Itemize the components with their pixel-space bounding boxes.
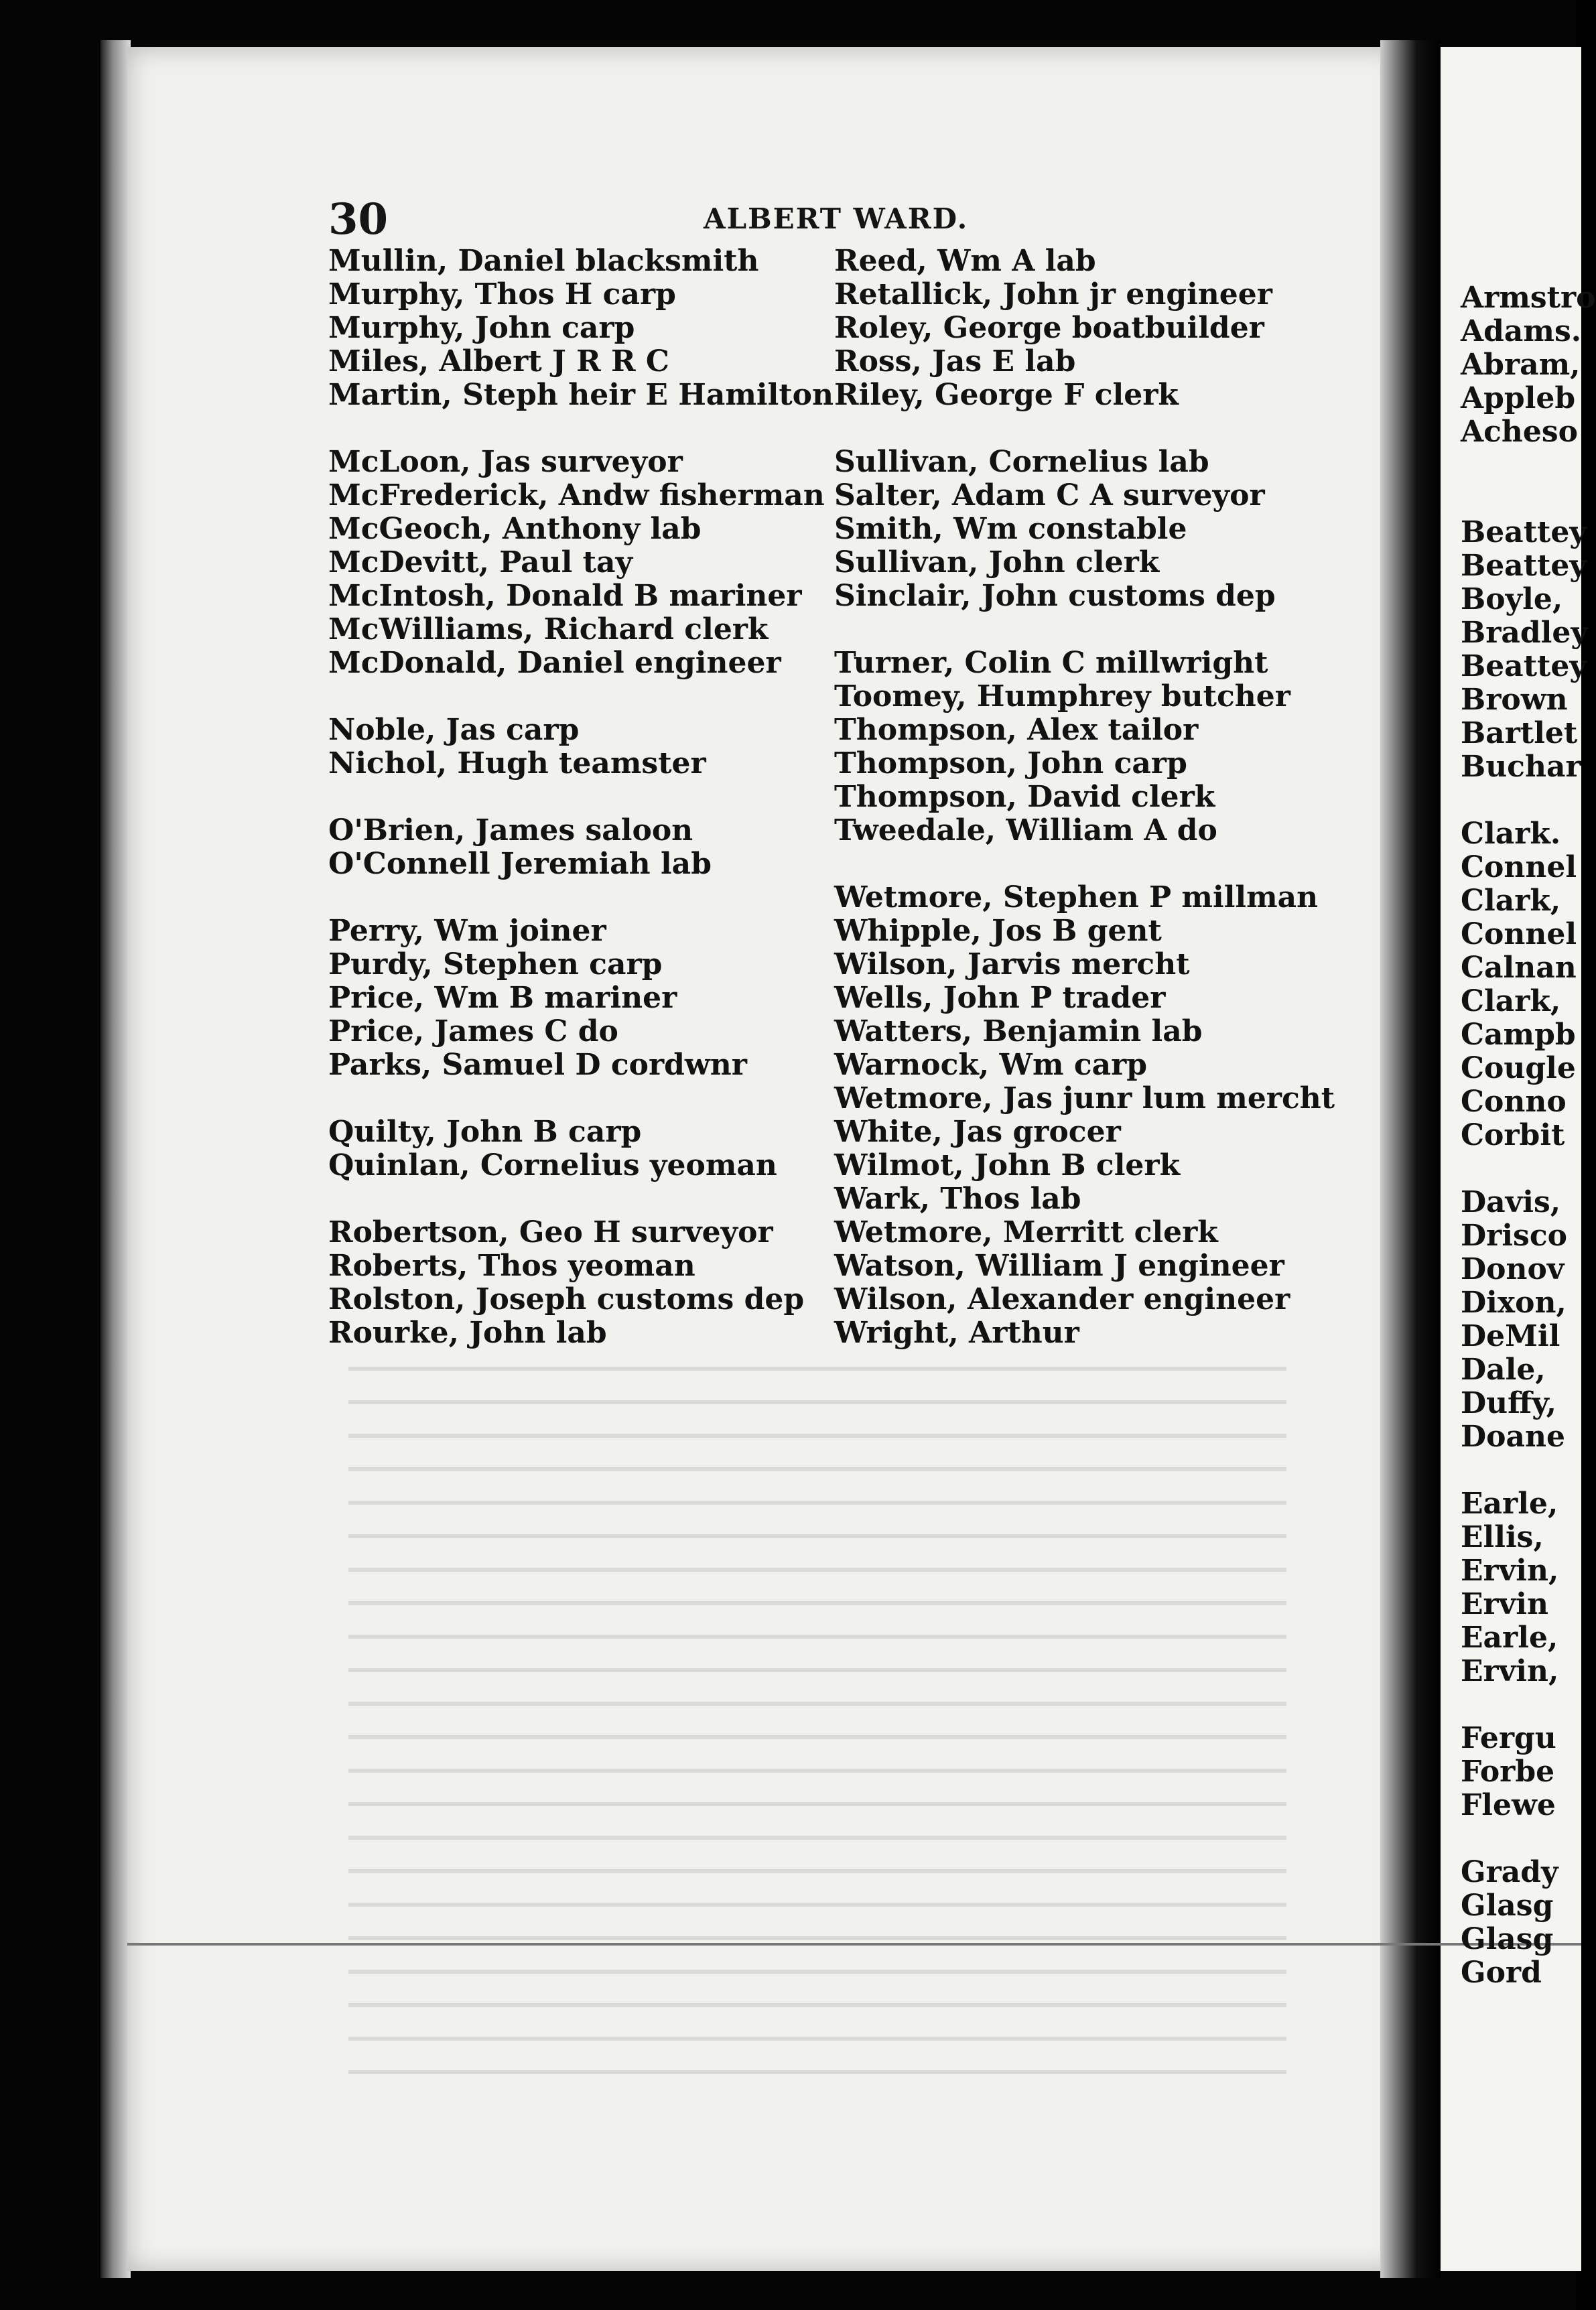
- directory-entry: Wilson, Alexander engineer: [834, 1282, 1290, 1316]
- directory-entry: Rolston, Joseph customs dep: [328, 1282, 805, 1316]
- directory-entry: Mullin, Daniel blacksmith: [328, 244, 759, 278]
- directory-entry: Murphy, John carp: [328, 311, 635, 345]
- directory-entry: Armstro: [1461, 281, 1596, 315]
- entry-gap: [328, 1182, 838, 1216]
- directory-entry: Robertson, Geo H surveyor: [328, 1215, 773, 1249]
- entry-gap: [834, 847, 1370, 881]
- entry-gap: [1461, 1152, 1581, 1186]
- directory-entry: Flewe: [1461, 1788, 1556, 1822]
- directory-entry: McDonald, Daniel engineer: [328, 646, 781, 680]
- directory-entry: Wetmore, Merritt clerk: [834, 1215, 1218, 1249]
- directory-entry: Warnock, Wm carp: [834, 1048, 1148, 1082]
- directory-entry: Roberts, Thos yeoman: [328, 1249, 695, 1283]
- directory-entry: Doane: [1461, 1420, 1565, 1454]
- fold-line: [127, 1943, 1581, 1946]
- directory-entry: Ross, Jas E lab: [834, 344, 1076, 379]
- directory-entry: Connel: [1461, 850, 1577, 884]
- directory-entry: Turner, Colin C millwright: [834, 646, 1268, 680]
- directory-entry: Beattey: [1461, 549, 1587, 583]
- directory-entry: Whipple, Jos B gent: [834, 914, 1162, 948]
- entry-gap: [1461, 482, 1581, 516]
- directory-entry: Wetmore, Stephen P millman: [834, 880, 1319, 914]
- directory-entry: Bartlet: [1461, 716, 1578, 750]
- directory-entry: Parks, Samuel D cordwnr: [328, 1048, 747, 1082]
- directory-entry: Riley, George F clerk: [834, 378, 1179, 412]
- directory-entry: Glasg: [1461, 1889, 1554, 1923]
- entry-gap: [328, 881, 838, 914]
- entry-gap: [328, 1082, 838, 1115]
- directory-entry: Wetmore, Jas junr lum mercht: [834, 1081, 1335, 1115]
- directory-entry: Bradley: [1461, 616, 1588, 650]
- directory-column-middle: [834, 245, 1370, 1350]
- directory-entry: McFrederick, Andw fisherman: [328, 478, 825, 513]
- directory-entry: Watson, William J engineer: [834, 1249, 1284, 1283]
- directory-entry: Noble, Jas carp: [328, 713, 580, 747]
- directory-column-left: [328, 245, 838, 1350]
- page-edge: [101, 40, 131, 2278]
- directory-entry: Brown: [1461, 683, 1568, 717]
- page-number: 30: [328, 194, 389, 245]
- directory-entry: Rourke, John lab: [328, 1316, 607, 1350]
- directory-entry: Glasg: [1461, 1922, 1554, 1956]
- directory-entry: Beattey: [1461, 649, 1587, 683]
- directory-entry: Purdy, Stephen carp: [328, 947, 663, 981]
- directory-entry: Drisco: [1461, 1219, 1567, 1253]
- directory-entry: Beattey: [1461, 515, 1587, 549]
- entry-gap: [834, 613, 1370, 647]
- entry-gap: [1461, 449, 1581, 482]
- directory-entry: Earle,: [1461, 1621, 1558, 1655]
- directory-entry: Sullivan, Cornelius lab: [834, 445, 1209, 479]
- directory-entry: McDevitt, Paul tay: [328, 545, 633, 580]
- directory-entry: Sinclair, John customs dep: [834, 579, 1276, 613]
- directory-entry: Adams.: [1461, 314, 1582, 348]
- directory-entry: Price, Wm B mariner: [328, 981, 677, 1015]
- directory-entry: Ellis,: [1461, 1520, 1544, 1554]
- entry-gap: [1461, 1688, 1581, 1722]
- directory-entry: Price, James C do: [328, 1014, 618, 1048]
- directory-entry: Wilson, Jarvis mercht: [834, 947, 1190, 981]
- directory-entry: Ervin,: [1461, 1654, 1559, 1688]
- directory-entry: McGeoch, Anthony lab: [328, 512, 702, 546]
- directory-entry: Roley, George boatbuilder: [834, 311, 1264, 345]
- directory-entry: Ervin,: [1461, 1554, 1559, 1588]
- directory-entry: Acheso: [1461, 415, 1579, 449]
- directory-entry: Toomey, Humphrey butcher: [834, 679, 1290, 714]
- directory-entry: Clark,: [1461, 884, 1561, 918]
- directory-entry: Gord: [1461, 1956, 1542, 1990]
- directory-entry: Smith, Wm constable: [834, 512, 1187, 546]
- directory-entry: Dale,: [1461, 1353, 1546, 1387]
- directory-entry: Miles, Albert J R R C: [328, 344, 669, 379]
- directory-entry: Abram,: [1461, 348, 1581, 382]
- directory-entry: Wright, Arthur: [834, 1316, 1079, 1350]
- directory-entry: Clark.: [1461, 817, 1561, 851]
- directory-entry: Boyle,: [1461, 582, 1563, 616]
- directory-entry: Thompson, John carp: [834, 746, 1187, 780]
- directory-entry: O'Brien, James saloon: [328, 813, 693, 847]
- directory-entry: Grady: [1461, 1855, 1558, 1889]
- directory-entry: White, Jas grocer: [834, 1115, 1121, 1149]
- directory-entry: Earle,: [1461, 1487, 1558, 1521]
- directory-entry: Salter, Adam C A surveyor: [834, 478, 1265, 513]
- directory-entry: O'Connell Jeremiah lab: [328, 847, 712, 881]
- directory-entry: Duffy,: [1461, 1386, 1556, 1420]
- entry-gap: [328, 412, 838, 446]
- directory-entry: Connel: [1461, 917, 1577, 951]
- entry-gap: [1461, 1454, 1581, 1487]
- directory-entry: Appleb: [1461, 381, 1576, 415]
- directory-entry: Corbit: [1461, 1118, 1565, 1152]
- directory-entry: Perry, Wm joiner: [328, 914, 606, 948]
- directory-entry: McWilliams, Richard clerk: [328, 612, 769, 647]
- directory-entry: Reed, Wm A lab: [834, 244, 1096, 278]
- entry-gap: [328, 680, 838, 714]
- directory-entry: Nichol, Hugh teamster: [328, 746, 706, 780]
- directory-entry: Thompson, David clerk: [834, 780, 1215, 814]
- directory-entry: Calnan: [1461, 951, 1577, 985]
- directory-entry: Ervin: [1461, 1587, 1548, 1621]
- directory-entry: McLoon, Jas surveyor: [328, 445, 683, 479]
- directory-entry: Campb: [1461, 1018, 1576, 1052]
- directory-entry: Conno: [1461, 1085, 1567, 1119]
- directory-entry: Watters, Benjamin lab: [834, 1014, 1203, 1048]
- directory-entry: Sullivan, John clerk: [834, 545, 1160, 580]
- directory-entry: Martin, Steph heir E Hamilton: [328, 378, 834, 412]
- entry-gap: [834, 412, 1370, 446]
- directory-entry: Buchar: [1461, 750, 1581, 784]
- directory-entry: DeMil: [1461, 1319, 1560, 1353]
- directory-entry: Thompson, Alex tailor: [834, 713, 1199, 747]
- directory-column-right-page: [1461, 281, 1596, 1990]
- entry-gap: [1461, 1822, 1581, 1856]
- directory-entry: McIntosh, Donald B mariner: [328, 579, 802, 613]
- directory-entry: Clark,: [1461, 984, 1561, 1018]
- directory-entry: Quilty, John B carp: [328, 1115, 642, 1149]
- directory-entry: Fergu: [1461, 1721, 1556, 1755]
- directory-entry: Wilmot, John B clerk: [834, 1148, 1181, 1182]
- entry-gap: [328, 780, 838, 814]
- directory-entry: Forbe: [1461, 1755, 1555, 1789]
- directory-entry: Quinlan, Cornelius yeoman: [328, 1148, 777, 1182]
- directory-entry: Donov: [1461, 1252, 1565, 1286]
- book-spine: [1380, 40, 1441, 2278]
- bleed-through-text: [348, 1367, 1286, 2104]
- directory-entry: Murphy, Thos H carp: [328, 277, 676, 312]
- directory-entry: Dixon,: [1461, 1286, 1567, 1320]
- page-header: [328, 194, 1266, 248]
- entry-gap: [1461, 784, 1581, 817]
- running-head-title: ALBERT WARD.: [704, 202, 969, 235]
- directory-entry: Davis,: [1461, 1185, 1561, 1219]
- directory-entry: Wells, John P trader: [834, 981, 1166, 1015]
- directory-entry: Tweedale, William A do: [834, 813, 1217, 847]
- directory-entry: Retallick, John jr engineer: [834, 277, 1272, 312]
- directory-entry: Wark, Thos lab: [834, 1182, 1081, 1216]
- directory-entry: Cougle: [1461, 1051, 1576, 1085]
